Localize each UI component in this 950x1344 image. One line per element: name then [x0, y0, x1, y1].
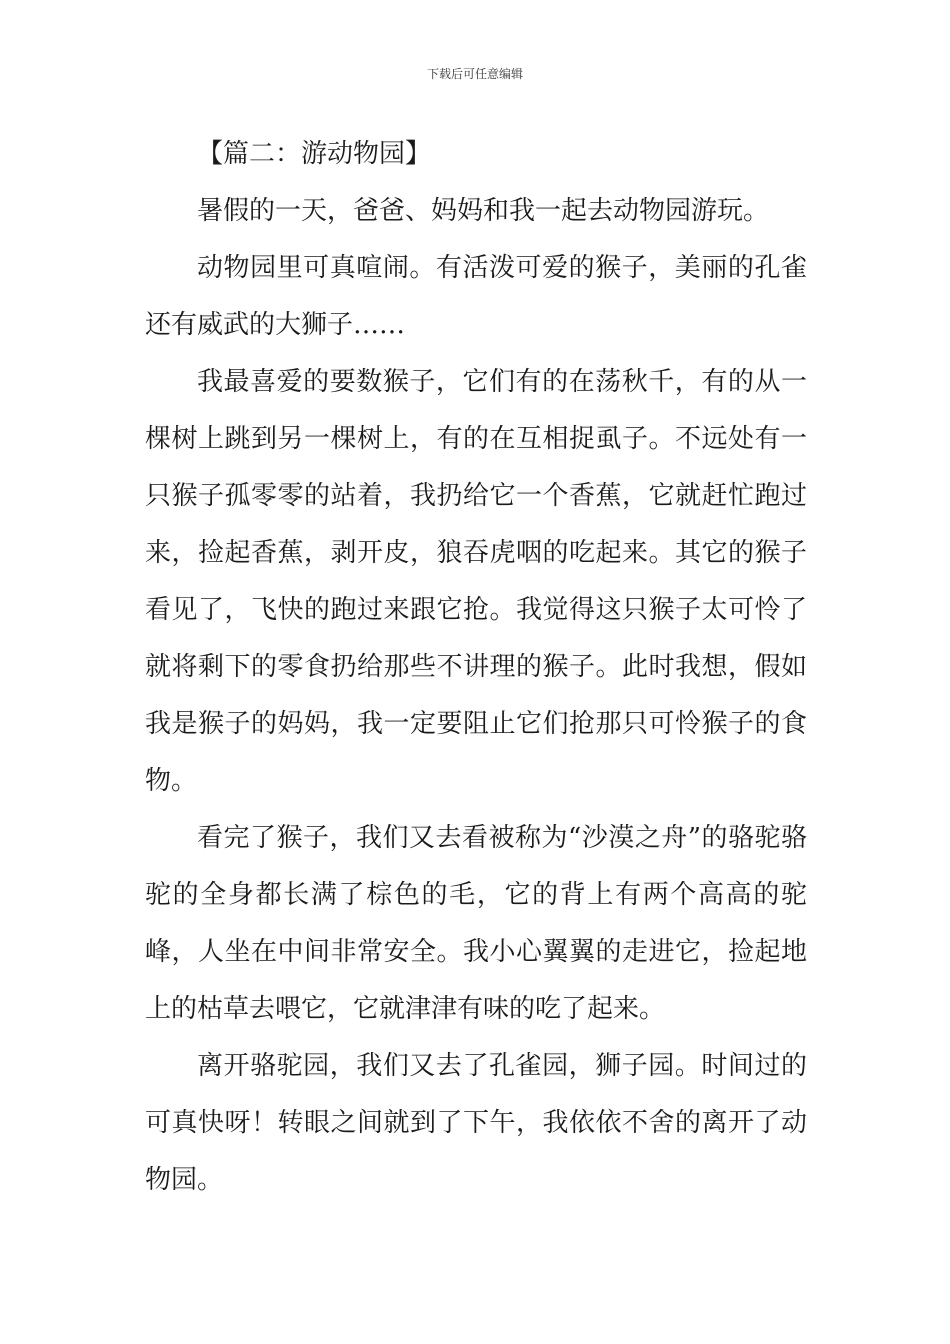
page-header-note: 下载后可任意编辑: [426, 67, 523, 81]
paragraph-5: 离开骆驼园，我们又去了孔雀园，狮子园。时间过的可真快呀！转眼之间就到了下午，我依依不舍的离开了动物园。: [145, 1051, 807, 1195]
paragraph-4: 看完了猴子，我们又去看被称为“沙漠之舟”的骆驼骆驼的全身都长满了棕色的毛，它的背上有两个高高的驼峰，人坐在中间非常安全。我小心翼翼的走进它，捡起地上的枯草去喂它，它就津津有味的吃了起来。: [145, 823, 807, 1024]
paragraph-3: 我最喜爱的要数猴子，它们有的在荡秋千，有的从一棵树上跳到另一棵树上，有的在互相捉虱子。不远处有一只猴子孤零零的站着，我扔给它一个香蕉，它就赶忙跑过来，捡起香蕉，剥开皮，狼吞虎咽的吃起来。其它的猴子看见了，飞快的跑过来跟它抢。我觉得这只猴子太可怜了就将剩下的零食扔给那些不讲理的猴子。此时我想，假如我是猴子的妈妈，我一定要阻止它们抢那只可怜猴子的食物。: [145, 367, 807, 796]
paragraph-2: 动物园里可真喧闹。有活泼可爱的猴子，美丽的孔雀还有威武的大狮子……: [145, 253, 807, 340]
document-body: [145, 126, 807, 1209]
paragraph-1: 暑假的一天，爸爸、妈妈和我一起去动物园游玩。: [197, 196, 770, 226]
document-title: 【篇二：游动物园】: [197, 139, 432, 169]
